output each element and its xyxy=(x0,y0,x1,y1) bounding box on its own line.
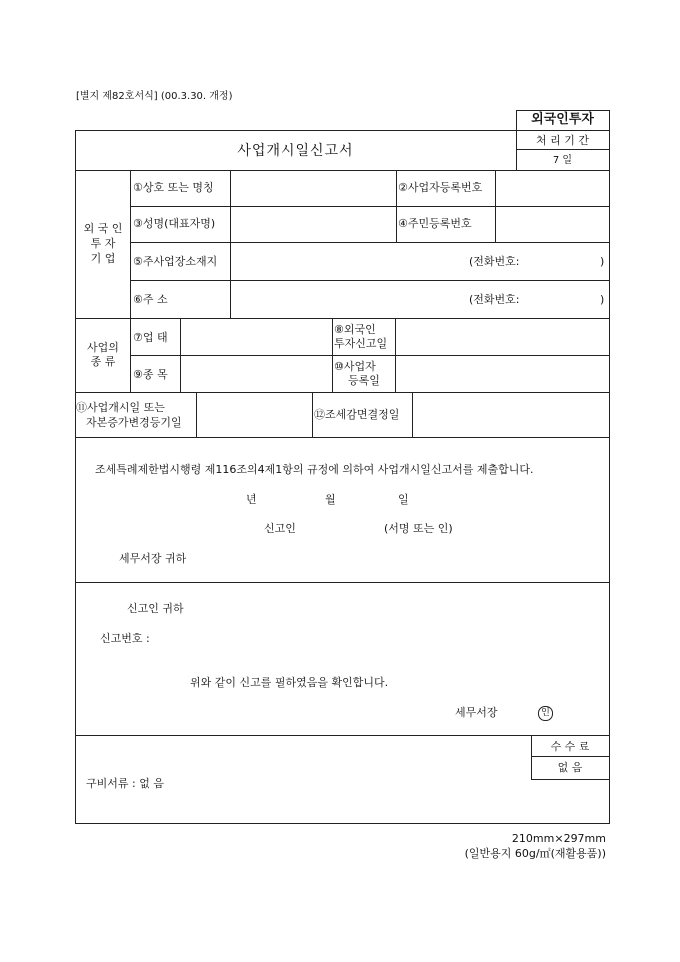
fee-label: 수 수 료 xyxy=(550,740,590,753)
paper-size: 210mm×297mm xyxy=(511,832,606,845)
receipt-addressee: 신고인 귀하 xyxy=(127,602,184,615)
address-phone-close: ) xyxy=(600,293,605,306)
field-address-label: ⑥주 소 xyxy=(133,293,168,306)
seal-mark-icon: 인 xyxy=(538,706,553,721)
receipt-confirm: 위와 같이 신고를 필하였음을 확인합니다. xyxy=(190,676,389,689)
field-tax-exemption-label: ⑫조세감면결정일 xyxy=(314,408,400,421)
tax-office-official: 세무서장 xyxy=(455,706,498,719)
field-rep-name-label: ③성명(대표자명) xyxy=(133,217,216,230)
address-field[interactable] xyxy=(231,281,608,317)
field-business-reg-label: ②사업자등록번호 xyxy=(398,181,483,194)
business-label-2: 종 류 xyxy=(90,355,116,368)
receipt-number-field[interactable] xyxy=(160,628,360,648)
paper-type: (일반용지 60g/㎡(재활용품)) xyxy=(464,847,606,860)
address-phone-label: (전화번호: xyxy=(469,293,520,306)
resident-reg-field[interactable] xyxy=(496,207,608,241)
company-name-field[interactable] xyxy=(231,171,395,205)
main-site-phone-label: (전화번호: xyxy=(469,255,520,268)
form-number: [별지 제82호서식] (00.3.30. 개정) xyxy=(76,91,233,102)
tax-office-addressee: 세무서장 귀하 xyxy=(119,552,187,565)
field-company-name-label: ①상호 또는 명칭 xyxy=(133,181,214,194)
field-item-label: ⑨종 목 xyxy=(133,368,168,381)
investor-label-3: 기 업 xyxy=(90,252,116,265)
field-business-type-label: ⑦업 태 xyxy=(133,331,168,344)
main-site-field[interactable] xyxy=(231,243,608,279)
field-reg-date-label-2: 등록일 xyxy=(348,374,380,387)
fee-value: 없 음 xyxy=(557,761,583,774)
investor-label-2: 투 자 xyxy=(90,237,116,250)
date-month: 월 xyxy=(325,493,336,506)
declaration-statement: 조세특례제한법시행령 제116조의4제1항의 규정에 의하여 사업개시일신고서를 제출합니다. xyxy=(95,463,534,476)
business-type-field[interactable] xyxy=(181,319,331,354)
field-resident-reg-label: ④주민등록번호 xyxy=(398,217,472,230)
start-date-field[interactable] xyxy=(197,393,311,436)
rep-name-field[interactable] xyxy=(231,207,395,241)
investment-date-field[interactable] xyxy=(396,319,608,354)
investor-label-1: 외 국 인 xyxy=(83,222,123,235)
form-title: 사업개시일신고서 xyxy=(237,143,354,159)
tax-exemption-field[interactable] xyxy=(413,393,608,436)
category-label: 외국인투자 xyxy=(531,112,594,127)
business-label-1: 사업의 xyxy=(87,341,119,354)
field-start-date-label-1: ⑪사업개시일 또는 xyxy=(76,401,165,414)
main-site-phone-close: ) xyxy=(600,255,605,268)
processing-period-label: 처 리 기 간 xyxy=(536,134,589,147)
date-year: 년 xyxy=(246,493,257,506)
field-investment-date-label-1: ⑧외국인 xyxy=(334,323,376,336)
item-field[interactable] xyxy=(181,356,331,391)
receipt-number-label: 신고번호 : xyxy=(100,632,150,645)
signature-label: (서명 또는 인) xyxy=(384,522,453,535)
reporter-label: 신고인 xyxy=(264,522,296,535)
field-start-date-label-2: 자본증가변경등기일 xyxy=(86,416,182,429)
business-reg-field[interactable] xyxy=(496,171,608,205)
date-day: 일 xyxy=(398,493,409,506)
field-reg-date-label-1: ⑩사업자 xyxy=(334,360,376,373)
field-investment-date-label-2: 투자신고일 xyxy=(334,337,388,350)
required-documents: 구비서류 : 없 음 xyxy=(86,777,164,790)
processing-period-value: 7 일 xyxy=(552,155,573,166)
reg-date-field[interactable] xyxy=(396,356,608,391)
field-main-site-label: ⑤주사업장소재지 xyxy=(133,255,218,268)
